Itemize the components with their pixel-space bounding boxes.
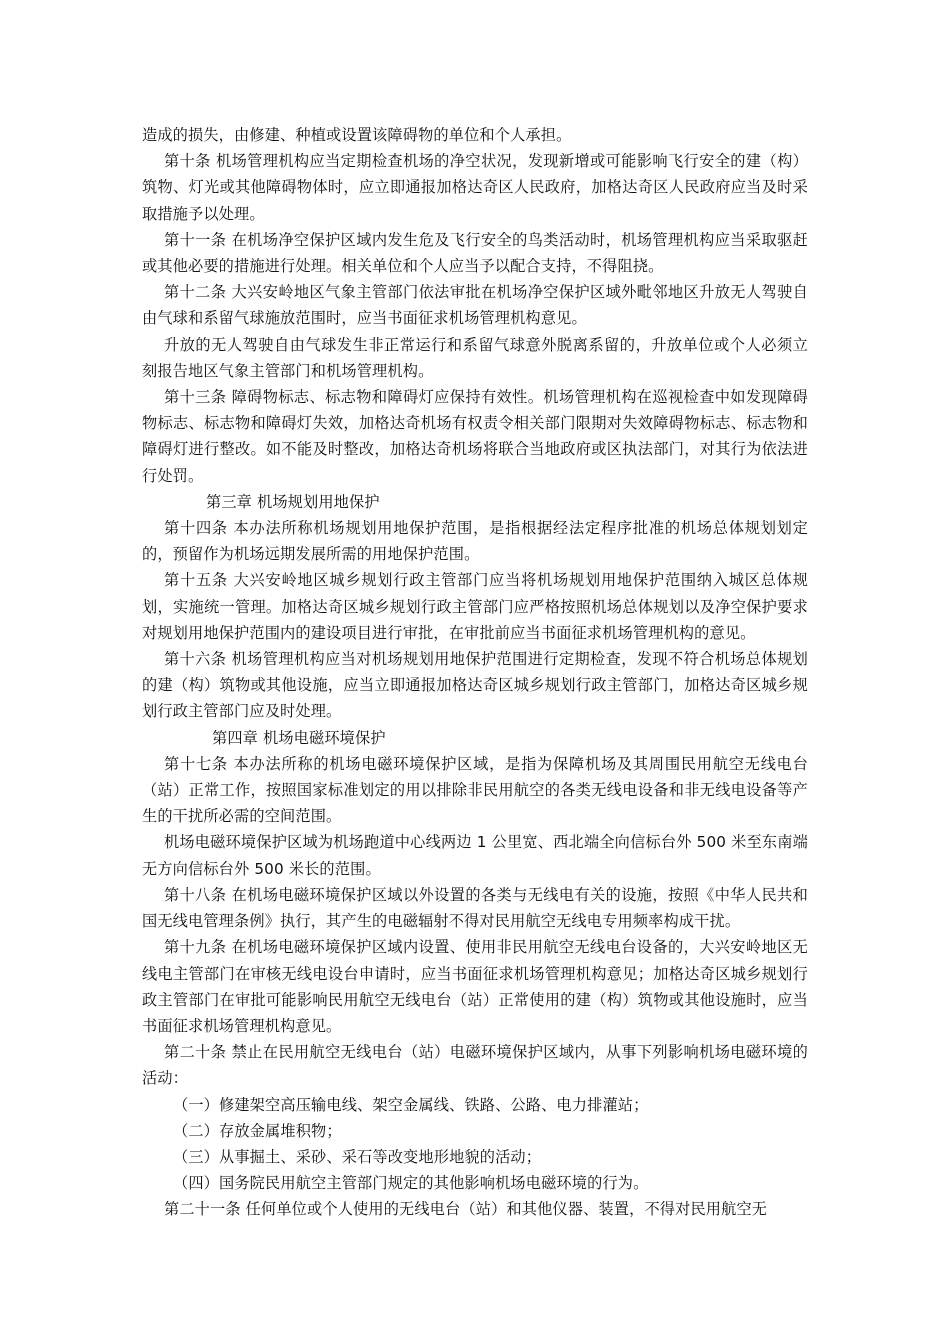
article-paragraph: 第十条 机场管理机构应当定期检查机场的净空状况，发现新增或可能影响飞行安全的建（构）筑物、灯光或其他障碍物体时，应立即通报加格达奇区人民政府，加格达奇区人民政府应当及时采取措施予以处理。 xyxy=(142,152,808,223)
article-paragraph: 第十三条 障碍物标志、标志物和障碍灯应保持有效性。机场管理机构在巡视检查中如发现障碍物标志、标志物和障碍灯失效，加格达奇机场有权责令相关部门限期对失效障碍物标志、标志物和障碍灯进行整改。如不能及时整改，加格达奇机场将联合当地政府或区执法部门，对其行为依法进行处罚。 xyxy=(142,388,808,485)
chapter-heading: 第三章 机场规划用地保护 xyxy=(206,492,380,511)
article-paragraph: 第十七条 本办法所称的机场电磁环境保护区域，是指为保障机场及其周围民用航空无线电台（站）正常工作，按照国家标准划定的用以排除非民用航空的各类无线电设备和非无线电设备等产生的干扰所必需的空间范围。 xyxy=(142,754,808,826)
article-paragraph: 第十六条 机场管理机构应当对机场规划用地保护范围进行定期检查，发现不符合机场总体规划的建（构）筑物或其他设施，应当立即通报加格达奇区城乡规划行政主管部门，加格达奇区城乡规划行政主管部门应及时处理。 xyxy=(142,650,808,721)
article-paragraph: 第二十一条 任何单位或个人使用的无线电台（站）和其他仪器、装置，不得对民用航空无 xyxy=(164,1200,768,1219)
article-paragraph: 第十八条 在机场电磁环境保护区域以外设置的各类与无线电有关的设施，按照《中华人民共和国无线电管理条例》执行，其产生的电磁辐射不得对民用航空无线电专用频率构成干扰。 xyxy=(142,885,808,931)
article-paragraph: 第十九条 在机场电磁环境保护区域内设置、使用非民用航空无线电台设备的，大兴安岭地区无线电主管部门在审核无线电设台申请时，应当书面征求机场管理机构意见；加格达奇区城乡规划行政主管部门在审批可能影响民用航空无线电台（站）正常使用的建（构）筑物或其他设施时，应当书面征求机场管理机构意见。 xyxy=(142,938,808,1035)
list-item: （三）从事掘土、采砂、采石等改变地形地貌的活动； xyxy=(173,1147,542,1166)
document-body xyxy=(142,122,808,1223)
list-item: （一）修建架空高压输电线、架空金属线、铁路、公路、电力排灌站； xyxy=(173,1095,649,1114)
article-paragraph: 第十四条 本办法所称机场规划用地保护范围，是指根据经法定程序批准的机场总体规划划定的，预留作为机场远期发展所需的用地保护范围。 xyxy=(142,519,808,564)
article-paragraph: 第十五条 大兴安岭地区城乡规划行政主管部门应当将机场规划用地保护范围纳入城区总体规划，实施统一管理。加格达奇区城乡规划行政主管部门应严格按照机场总体规划以及净空保护要求对规划用地保护范围内的建设项目进行审批，在审批前应当书面征求机场管理机构的意见。 xyxy=(142,571,808,642)
article-paragraph: 第十一条 在机场净空保护区域内发生危及飞行安全的鸟类活动时，机场管理机构应当采取驱赶或其他必要的措施进行处理。相关单位和个人应当予以配合支持，不得阻挠。 xyxy=(142,230,808,276)
article-paragraph: 机场电磁环境保护区域为机场跑道中心线两边 1 公里宽、西北端全向信标台外 500 米至东南端无方向信标台外 500 米长的范围。 xyxy=(142,833,808,878)
article-paragraph: 升放的无人驾驶自由气球发生非正常运行和系留气球意外脱离系留的，升放单位或个人必须立刻报告地区气象主管部门和机场管理机构。 xyxy=(142,335,808,380)
article-paragraph: 第二十条 禁止在民用航空无线电台（站）电磁环境保护区域内，从事下列影响机场电磁环境的活动： xyxy=(142,1043,808,1088)
article-paragraph: 第十二条 大兴安岭地区气象主管部门依法审批在机场净空保护区域外毗邻地区升放无人驾驶自由气球和系留气球施放范围时，应当书面征求机场管理机构意见。 xyxy=(142,283,808,328)
chapter-heading: 第四章 机场电磁环境保护 xyxy=(212,728,386,747)
list-item: （四）国务院民用航空主管部门规定的其他影响机场电磁环境的行为。 xyxy=(173,1174,649,1193)
article-paragraph: 造成的损失，由修建、种植或设置该障碍物的单位和个人承担。 xyxy=(142,126,572,144)
list-item: （二）存放金属堆积物； xyxy=(173,1121,342,1140)
